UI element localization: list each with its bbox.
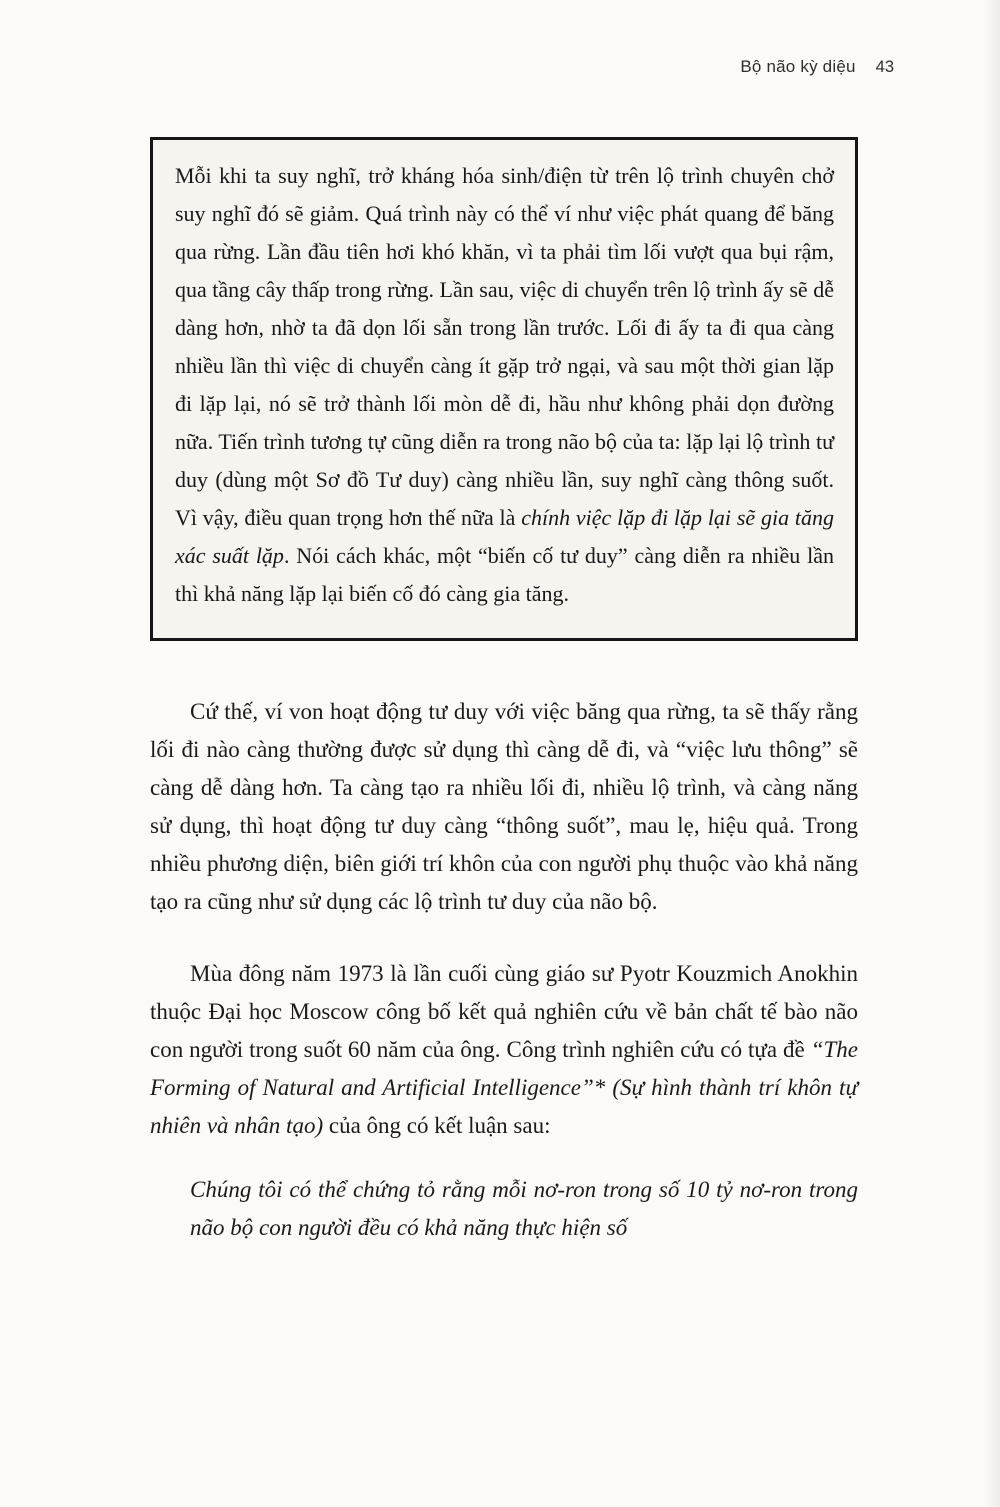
anokhin-text-tail: của ông có kết luận sau: <box>323 1113 551 1138</box>
page-number: 43 <box>875 58 894 76</box>
box-text-lead: Mỗi khi ta suy nghĩ, trở kháng hóa sinh/điện từ trên lộ trình chuyên chở suy nghĩ đó sẽ giảm. Quá trình này có thể ví như việc phát quang để băng qua rừng. Lần đầu tiên hơi khó khăn, vì ta phải tìm lối vượt qua bụi rậm, qua tầng cây thấp trong rừng. Lần sau, việc di chuyển trên lộ trình ấy sẽ dễ dàng hơn, nhờ ta đã dọn lối sẵn trong lần trước. Lối đi ấy ta đi qua càng nhiều lần thì việc di chuyển càng ít gặp trở ngại, và sau một thời gian lặp đi lặp lại, nó sẽ trở thành lối mòn dễ đi, hầu như không phải dọn đường nữa. Tiến trình tương tự cũng diễn ra trong não bộ của ta: lặp lại lộ trình tư duy (dùng một Sơ đồ Tư duy) càng nhiều lần, suy nghĩ càng thông suốt. Vì vậy, điều quan trọng hơn thế nữa là <box>175 163 834 530</box>
paragraph-anokhin-research <box>150 955 858 1145</box>
box-paragraph <box>175 157 834 613</box>
box-text-emphasis: chính việc lặp đi lặp lại sẽ gia tăng xác suất lặp <box>175 505 834 568</box>
running-title: Bộ não kỳ diệu <box>740 57 856 76</box>
paragraph-forest-analogy: Cứ thế, ví von hoạt động tư duy với việc băng qua rừng, ta sẽ thấy rằng lối đi nào càng thường được sử dụng thì càng dễ đi, và “việc lưu thông” sẽ càng dễ dàng hơn. Ta càng tạo ra nhiều lối đi, nhiều lộ trình, và càng năng sử dụng, thì hoạt động tư duy càng “thông suốt”, mau lẹ, hiệu quả. Trong nhiều phương diện, biên giới trí khôn của con người phụ thuộc vào khả năng tạo ra cũng như sử dụng các lộ trình tư duy của não bộ. <box>150 699 858 914</box>
box-text-tail: . Nói cách khác, một “biến cố tư duy” càng diễn ra nhiều lần thì khả năng lặp lại biến cố đó càng gia tăng. <box>175 543 834 606</box>
anokhin-title-italic: “The Forming of Natural and Artificial Intelligence”* (Sự hình thành trí khôn tự nhiên và nhân tạo) <box>150 1037 858 1138</box>
block-quote-neurons: Chúng tôi có thể chứng tỏ rằng mỗi nơ-ron trong số 10 tỷ nơ-ron trong não bộ con người đều có khả năng thực hiện số <box>190 1177 858 1240</box>
scan-edge-shading <box>982 0 1000 1507</box>
anokhin-text-lead: Mùa đông năm 1973 là lần cuối cùng giáo sư Pyotr Kouzmich Anokhin thuộc Đại học Moscow công bố kết quả nghiên cứu về bản chất tế bào não con người trong suốt 60 năm của ông. Công trình nghiên cứu có tựa đề <box>150 961 858 1062</box>
page-header <box>150 57 894 77</box>
framed-excerpt-box <box>150 137 858 641</box>
